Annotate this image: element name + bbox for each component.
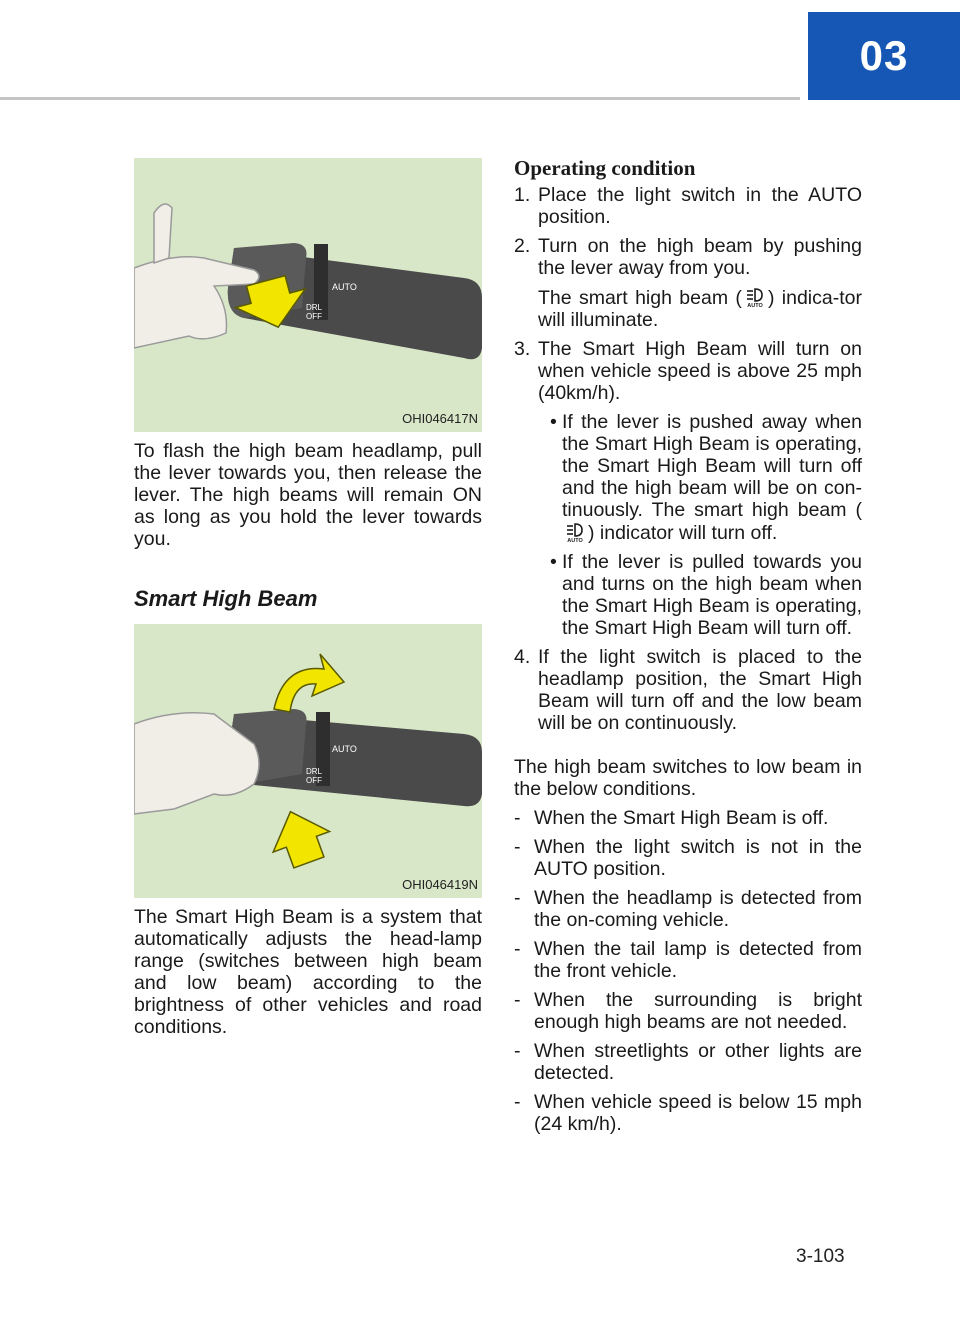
- step-2: [514, 235, 862, 331]
- figure-code: OHI046419N: [402, 877, 478, 892]
- condition-text: When the headlamp is detected from the on-coming vehicle.: [534, 887, 862, 931]
- section-title: Smart High Beam: [134, 586, 318, 611]
- condition-item: - When vehicle speed is below 15 mph (24 km/h).: [514, 1091, 862, 1135]
- condition-text: When the light switch is not in the AUTO position.: [534, 836, 862, 880]
- flash-paragraph: To flash the high beam headlamp, pull the lever towards you, then release the lever. The high beams will remain ON as long as you hold the lever towards you.: [134, 440, 482, 550]
- step-text: Turn on the high beam by pushing the lever away from you.: [538, 235, 862, 279]
- note-text-a: The smart high beam (: [538, 287, 742, 309]
- chapter-tab: 03: [808, 12, 960, 100]
- condition-text: When vehicle speed is below 15 mph (24 km/h).: [534, 1091, 862, 1135]
- bullet-text-b: ) indicator will turn off.: [588, 522, 778, 544]
- step-4: [514, 646, 862, 734]
- bullet-item: [550, 411, 862, 544]
- system-paragraph-block: [134, 906, 482, 1038]
- condition-text: When the Smart High Beam is off.: [534, 807, 829, 829]
- figure-flash-high-beam: [134, 158, 482, 432]
- lever-illustration-2: [134, 624, 482, 898]
- flash-paragraph-block: [134, 440, 482, 550]
- bullet-dot: •: [550, 551, 557, 573]
- condition-item: - When the surrounding is bright enough high beams are not needed.: [514, 989, 862, 1033]
- condition-item: - When the headlamp is detected from the on-coming vehicle.: [514, 887, 862, 931]
- step-1: [514, 184, 862, 228]
- lever-label-off: OFF: [306, 312, 322, 321]
- lever-illustration: [134, 158, 482, 432]
- svg-text:AUTO: AUTO: [747, 303, 763, 308]
- lever-label-off-2: OFF: [306, 776, 322, 785]
- header-rule: [0, 97, 800, 100]
- conditions-intro: The high beam switches to low beam in the below conditions.: [514, 756, 862, 800]
- step-3: [514, 338, 862, 639]
- condition-text: When the tail lamp is detected from the front vehicle.: [534, 938, 862, 982]
- page-number: 3-103: [796, 1246, 845, 1267]
- condition-item: - When the Smart High Beam is off.: [514, 807, 829, 829]
- step-text: Place the light switch in the AUTO position.: [538, 184, 862, 228]
- lever-label-auto-2: AUTO: [332, 744, 357, 754]
- bullet-item: [550, 551, 862, 639]
- right-column: [514, 184, 862, 1142]
- step-number: 3.: [514, 338, 531, 360]
- note-text-b: ) indica-tor will illuminate.: [538, 287, 862, 331]
- step-text: If the light switch is placed to the headlamp position, the Smart High Beam will turn off and the low beam will be on continuously.: [538, 646, 862, 734]
- bullet-text: If the lever is pulled towards you and turns on the high beam when the Smart High Beam is operating, the Smart High Beam will turn off.: [562, 551, 862, 639]
- condition-text: When streetlights or other lights are detected.: [534, 1040, 862, 1084]
- bullet-text-a: If the lever is pushed away when the Smart High Beam is operating, the Smart High Beam will turn off and the high beam will be on con-tinuously. The smart high beam (: [562, 411, 862, 521]
- condition-item: - When streetlights or other lights are detected.: [514, 1040, 862, 1084]
- system-paragraph: The Smart High Beam is a system that automatically adjusts the head-lamp range (switches between high beam and low beam) according to the brightness of other vehicles and road conditions.: [134, 906, 482, 1038]
- operating-condition-heading: Operating condition: [514, 156, 696, 180]
- lever-label-drl: DRL: [306, 303, 323, 312]
- figure-code: OHI046417N: [402, 411, 478, 426]
- step-3-bullets: [550, 411, 862, 639]
- lever-label-drl-2: DRL: [306, 767, 323, 776]
- lever-label-auto: AUTO: [332, 282, 357, 292]
- svg-text:AUTO: AUTO: [567, 538, 583, 543]
- step-2-note: [538, 286, 862, 331]
- step-number: 2.: [514, 235, 531, 257]
- smart-high-beam-icon: [564, 521, 586, 543]
- step-number: 1.: [514, 184, 531, 206]
- condition-text: When the surrounding is bright enough high beams are not needed.: [534, 989, 862, 1033]
- step-text: The Smart High Beam will turn on when vehicle speed is above 25 mph (40km/h).: [538, 338, 862, 404]
- bullet-dot: •: [550, 411, 557, 433]
- smart-high-beam-icon: [744, 286, 766, 308]
- condition-item: - When the light switch is not in the AUTO position.: [514, 836, 862, 880]
- figure-smart-high-beam: [134, 624, 482, 898]
- condition-item: - When the tail lamp is detected from the front vehicle.: [514, 938, 862, 982]
- step-number: 4.: [514, 646, 531, 668]
